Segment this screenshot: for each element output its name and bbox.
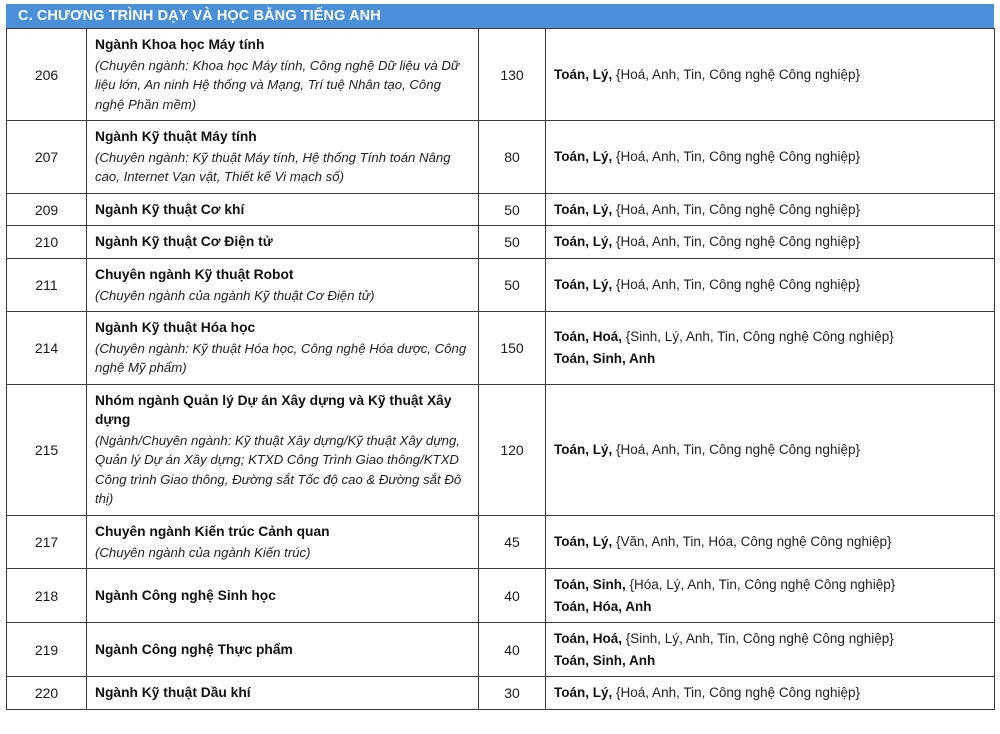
table-row xyxy=(7,226,995,259)
majors-table-container xyxy=(6,28,994,710)
major-title: Chuyên ngành Kiến trúc Cảnh quan xyxy=(95,524,330,539)
major-code-cell xyxy=(7,623,87,677)
major-code-cell xyxy=(7,569,87,623)
major-code-cell xyxy=(7,384,87,515)
quota-cell xyxy=(479,516,546,569)
quota-value: 40 xyxy=(504,587,520,604)
major-name-cell xyxy=(87,193,479,226)
major-code: 214 xyxy=(34,339,59,356)
quota-value: 150 xyxy=(500,339,524,356)
subject-combination-line xyxy=(554,147,986,167)
subject-combination-cell xyxy=(546,569,995,623)
major-name-cell xyxy=(87,226,479,259)
subject-required: Toán, Lý, xyxy=(554,149,613,165)
subject-combination-cell xyxy=(546,516,995,569)
major-name-cell xyxy=(87,677,479,710)
quota-cell xyxy=(479,29,546,121)
quota-cell xyxy=(479,569,546,623)
major-title: Ngành Kỹ thuật Hóa học xyxy=(95,320,256,336)
major-code-cell xyxy=(7,677,87,710)
major-name-cell xyxy=(87,121,479,194)
subject-combination-cell xyxy=(546,121,995,194)
subject-required: Toán, Lý, xyxy=(554,534,613,550)
major-code-cell xyxy=(7,193,87,226)
table-row xyxy=(7,516,995,569)
subject-combination-line xyxy=(554,651,986,671)
major-code: 220 xyxy=(34,685,59,702)
subject-combination-line xyxy=(554,575,986,595)
quota-value: 45 xyxy=(504,534,520,551)
major-code-cell xyxy=(7,226,87,259)
subject-optional-set: {Hoá, Anh, Tin, Công nghệ Công nghiệp} xyxy=(616,685,860,701)
subject-required: Toán, Lý, xyxy=(554,277,613,293)
subject-combination-line xyxy=(554,200,986,220)
quota-cell xyxy=(479,623,546,677)
subject-required: Toán, Hóa, Anh xyxy=(554,598,652,614)
quota-value: 130 xyxy=(500,66,524,83)
subject-required: Toán, Sinh, Anh xyxy=(554,350,656,366)
quota-cell xyxy=(479,193,546,226)
subject-combination-cell xyxy=(546,258,995,311)
major-name-cell xyxy=(87,569,479,623)
major-title: Nhóm ngành Quản lý Dự án Xây dựng và Kỹ thuật Xây dựng xyxy=(95,392,452,428)
table-row xyxy=(7,258,995,311)
table-row xyxy=(7,384,995,515)
major-title: Ngành Kỹ thuật Cơ khí xyxy=(95,201,245,217)
subject-optional-set: {Hoá, Anh, Tin, Công nghệ Công nghiệp} xyxy=(616,201,860,217)
subject-optional-set: {Hoá, Anh, Tin, Công nghệ Công nghiệp} xyxy=(616,442,860,458)
subject-combination-cell xyxy=(546,226,995,259)
major-code: 218 xyxy=(34,587,59,604)
major-code: 210 xyxy=(34,234,59,251)
quota-value: 80 xyxy=(504,148,520,165)
subject-optional-set: {Văn, Anh, Tin, Hóa, Công nghệ Công nghiệp} xyxy=(616,534,892,550)
subject-combination-line xyxy=(554,232,986,252)
subject-combination-line xyxy=(554,629,986,649)
subject-optional-set: {Hoá, Anh, Tin, Công nghệ Công nghiệp} xyxy=(616,149,860,165)
subject-required: Toán, Lý, xyxy=(554,201,613,217)
major-specialization-note: (Chuyên ngành của ngành Kiến trúc) xyxy=(95,544,311,560)
major-code: 207 xyxy=(34,148,59,165)
subject-required: Toán, Sinh, Anh xyxy=(554,652,656,668)
subject-optional-set: {Hoá, Anh, Tin, Công nghệ Công nghiệp} xyxy=(616,234,860,250)
major-name-cell xyxy=(87,29,479,121)
section-header-title: C. CHƯƠNG TRÌNH DẠY VÀ HỌC BẰNG TIẾNG ANH xyxy=(18,8,381,24)
table-row xyxy=(7,677,995,710)
quota-value: 50 xyxy=(504,277,520,294)
table-row xyxy=(7,623,995,677)
subject-required: Toán, Hoá, xyxy=(554,329,623,345)
major-name-cell xyxy=(87,258,479,311)
table-row xyxy=(7,29,995,121)
major-code: 217 xyxy=(34,534,59,551)
major-specialization-note: (Chuyên ngành: Kỹ thuật Hóa học, Công nghệ Hóa dược, Công nghệ Mỹ phẩm) xyxy=(95,340,467,376)
quota-value: 50 xyxy=(504,234,520,251)
major-code-cell xyxy=(7,312,87,385)
quota-value: 120 xyxy=(500,441,524,458)
major-name-cell xyxy=(87,623,479,677)
subject-optional-set: {Hoá, Anh, Tin, Công nghệ Công nghiệp} xyxy=(616,277,860,293)
subject-combination-line xyxy=(554,532,986,552)
subject-required: Toán, Hoá, xyxy=(554,631,623,647)
major-code: 206 xyxy=(34,66,59,83)
quota-cell xyxy=(479,121,546,194)
subject-combination-cell xyxy=(546,677,995,710)
quota-cell xyxy=(479,384,546,515)
major-code: 215 xyxy=(34,441,59,458)
major-specialization-note: (Ngành/Chuyên ngành: Kỹ thuật Xây dựng/Kỹ thuật Xây dựng, Quản lý Dự án Xây dựng; KTXD Công Trình Giao thông/KTXD Công trình Giao thông, Đường sắt Tốc độ cao & Đường sắt Đô thị) xyxy=(95,432,462,507)
quota-value: 40 xyxy=(504,641,520,658)
section-header-bar xyxy=(6,4,994,28)
majors-table xyxy=(6,28,995,710)
major-code-cell xyxy=(7,29,87,121)
major-specialization-note: (Chuyên ngành: Khoa học Máy tính, Công nghệ Dữ liệu và Dữ liệu lớn, An ninh Hệ thống và Mạng, Trí tuệ Nhân tạo, Công nghệ Phần mềm) xyxy=(95,57,460,112)
major-title: Ngành Công nghệ Thực phẩm xyxy=(95,642,293,657)
subject-required: Toán, Sinh, xyxy=(554,577,626,593)
major-code-cell xyxy=(7,516,87,569)
major-name-cell xyxy=(87,384,479,515)
quota-value: 30 xyxy=(504,685,520,702)
subject-required: Toán, Lý, xyxy=(554,442,613,458)
subject-combination-line xyxy=(554,440,986,460)
subject-combination-cell xyxy=(546,29,995,121)
subject-combination-line xyxy=(554,327,986,347)
subject-combination-line xyxy=(554,275,986,295)
major-code: 211 xyxy=(35,277,58,294)
subject-combination-cell xyxy=(546,623,995,677)
major-title: Ngành Kỹ thuật Máy tính xyxy=(95,129,257,145)
major-code-cell xyxy=(7,258,87,311)
subject-combination-line xyxy=(554,597,986,617)
quota-cell xyxy=(479,312,546,385)
quota-cell xyxy=(479,677,546,710)
major-specialization-note: (Chuyên ngành của ngành Kỹ thuật Cơ Điện tử) xyxy=(95,287,375,303)
subject-optional-set: {Sinh, Lý, Anh, Tin, Công nghệ Công nghiệp} xyxy=(625,329,894,345)
quota-cell xyxy=(479,258,546,311)
table-row xyxy=(7,121,995,194)
subject-combination-line xyxy=(554,683,986,703)
major-specialization-note: (Chuyên ngành: Kỹ thuật Máy tính, Hệ thống Tính toán Nâng cao, Internet Vạn vật, Thiết kế Vi mạch số) xyxy=(95,149,451,185)
subject-required: Toán, Lý, xyxy=(554,234,613,250)
quota-value: 50 xyxy=(504,201,520,218)
quota-cell xyxy=(479,226,546,259)
subject-required: Toán, Lý, xyxy=(554,66,613,82)
major-title: Ngành Công nghệ Sinh học xyxy=(95,587,276,603)
major-code: 219 xyxy=(34,641,59,658)
major-title: Chuyên ngành Kỹ thuật Robot xyxy=(95,266,294,282)
major-title: Ngành Kỹ thuật Cơ Điện tử xyxy=(95,234,273,250)
subject-combination-cell xyxy=(546,193,995,226)
subject-optional-set: {Sinh, Lý, Anh, Tin, Công nghệ Công nghiệp} xyxy=(625,631,894,647)
subject-combination-line xyxy=(554,349,986,369)
major-name-cell xyxy=(87,312,479,385)
major-title: Ngành Khoa học Máy tính xyxy=(95,37,265,52)
subject-optional-set: {Hóa, Lý, Anh, Tin, Công nghệ Công nghiệp} xyxy=(629,577,896,593)
table-row xyxy=(7,193,995,226)
table-row xyxy=(7,569,995,623)
major-title: Ngành Kỹ thuật Dầu khí xyxy=(95,685,251,701)
subject-combination-line xyxy=(554,65,986,85)
major-code-cell xyxy=(7,121,87,194)
subject-combination-cell xyxy=(546,384,995,515)
subject-required: Toán, Lý, xyxy=(554,685,613,701)
subject-combination-cell xyxy=(546,312,995,385)
table-row xyxy=(7,312,995,385)
subject-optional-set: {Hoá, Anh, Tin, Công nghệ Công nghiệp} xyxy=(616,66,860,82)
major-code: 209 xyxy=(34,201,59,218)
majors-table-body xyxy=(7,29,995,710)
major-name-cell xyxy=(87,516,479,569)
